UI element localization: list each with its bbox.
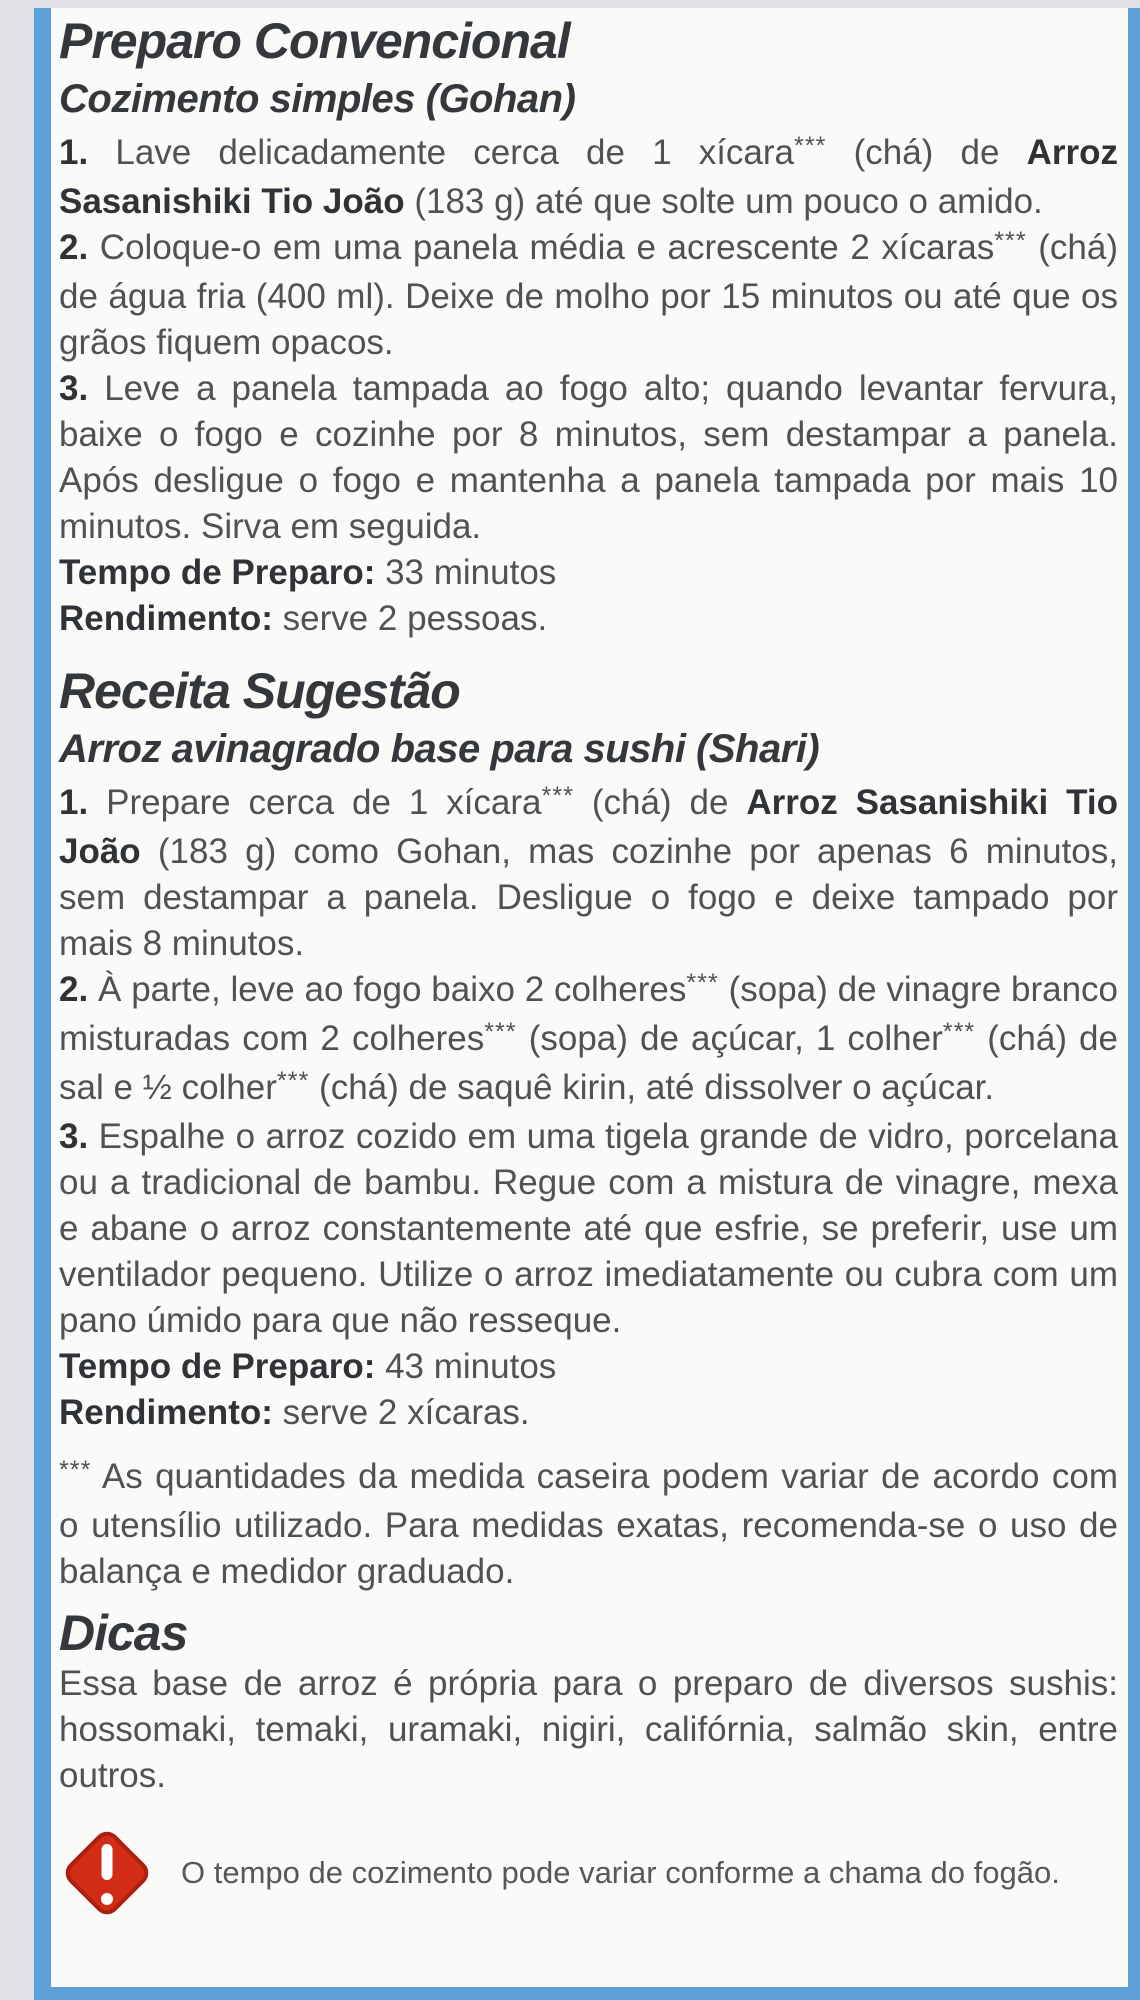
- warning-row: [59, 1827, 1118, 1919]
- prep-time-label: Tempo de Preparo:: [59, 553, 376, 592]
- exclamation-bar: [102, 1844, 113, 1880]
- instructions-panel: [34, 8, 1140, 2000]
- dicas-section: [59, 1605, 1118, 1799]
- shari-prep-time-row: [59, 1344, 1118, 1390]
- shari-step-1: 1. Prepare cerca de 1 xícara*** (chá) de Arroz Sasanishiki Tio João (183 g) como Gohan, mas cozinhe por apenas 6 minutos, sem destampar a panela. Desligue o fogo e deixe tampado por mais 8 minutos.: [59, 782, 1118, 963]
- shari-step-3: 3. Espalhe o arroz cozido em uma tigela grande de vidro, porcelana ou a tradicional de bambu. Regue com a mistura de vinagre, mexa e abane o arroz constantemente até que esfrie, se preferir, use um ventilador pequeno. Utilize o arroz imediatamente ou cubra com um pano úmido para que não resseque.: [59, 1117, 1118, 1340]
- prep-time-label: Tempo de Preparo:: [59, 1347, 376, 1386]
- exclamation-diamond-icon: [59, 1827, 155, 1919]
- gohan-section-title: Preparo Convencional: [59, 13, 570, 69]
- dicas-text: Essa base de arroz é própria para o preparo de diversos sushis: hossomaki, temaki, uramaki, nigiri, califórnia, salmão skin, entre outros.: [59, 1664, 1118, 1795]
- prep-time-value: 43 minutos: [385, 1347, 557, 1386]
- warning-text: O tempo de cozimento pode variar conforme a chama do fogão.: [181, 1855, 1060, 1890]
- prep-time-value: 33 minutos: [385, 553, 557, 592]
- shari-yield-row: [59, 1390, 1118, 1436]
- shari-section-subtitle: Arroz avinagrado base para sushi (Shari): [59, 727, 820, 771]
- shari-section: [59, 662, 1118, 1436]
- gohan-prep-time-row: [59, 550, 1118, 596]
- gohan-section-subtitle: Cozimento simples (Gohan): [59, 77, 576, 121]
- gohan-step-1: 1. Lave delicadamente cerca de 1 xícara*** (chá) de Arroz Sasanishiki Tio João (183 g) até que solte um pouco o amido.: [59, 132, 1118, 221]
- gohan-yield-row: [59, 596, 1118, 642]
- gohan-step-2: 2. Coloque-o em uma panela média e acrescente 2 xícaras*** (chá) de água fria (400 ml). Deixe de molho por 15 minutos ou até que os grãos fiquem opacos.: [59, 227, 1118, 362]
- yield-label: Rendimento:: [59, 599, 273, 638]
- yield-value: serve 2 pessoas.: [282, 599, 548, 638]
- shari-section-title: Receita Sugestão: [59, 663, 460, 719]
- yield-value: serve 2 xícaras.: [282, 1393, 530, 1432]
- dicas-title: Dicas: [59, 1605, 188, 1661]
- gohan-step-3: 3. Leve a panela tampada ao fogo alto; quando levantar fervura, baixe o fogo e cozinhe por 8 minutos, sem destampar a panela. Após desligue o fogo e mantenha a panela tampada por mais 10 minutos. Sirva em seguida.: [59, 369, 1118, 546]
- measure-footnote: *** As quantidades da medida caseira podem variar de acordo com o utensílio utilizado. Para medidas exatas, recomenda-se o uso de balança e medidor graduado.: [59, 1456, 1118, 1591]
- shari-step-2: 2. À parte, leve ao fogo baixo 2 colheres*** (sopa) de vinagre branco misturadas com 2 colheres*** (sopa) de açúcar, 1 colher*** (chá) de sal e ½ colher*** (chá) de saquê kirin, até dissolver o açúcar.: [59, 969, 1118, 1107]
- gohan-section: [59, 12, 1118, 642]
- exclamation-dot: [101, 1893, 113, 1905]
- yield-label: Rendimento:: [59, 1393, 273, 1432]
